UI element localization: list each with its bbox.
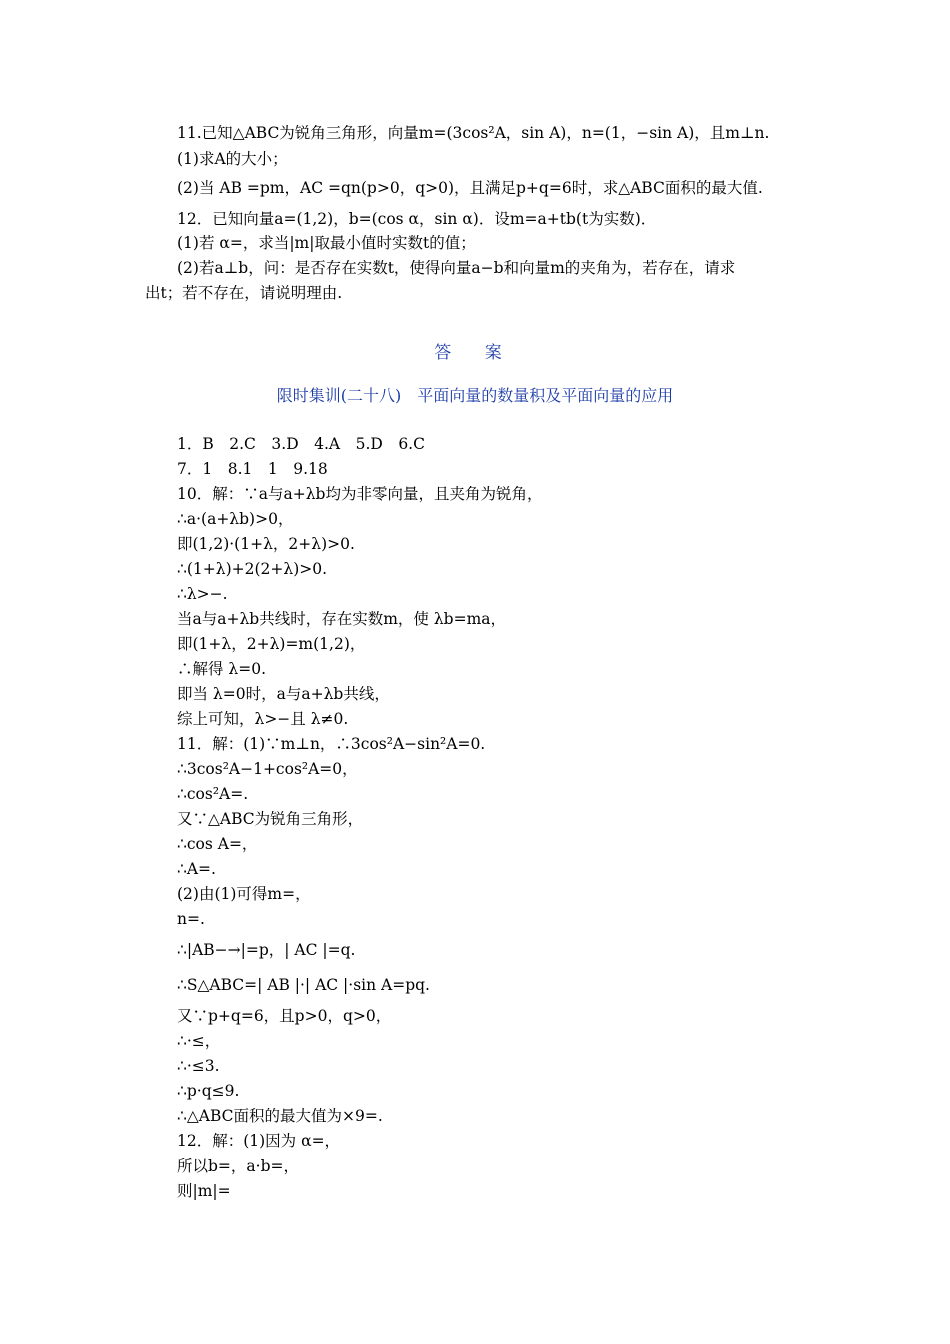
answer-line: 则|m|= — [177, 1182, 231, 1200]
answer-line: ∴A=. — [177, 860, 216, 878]
answer-line: 11．解：(1)∵m⊥n，∴3cos²A−sin²A=0. — [177, 735, 486, 753]
answer-line: 所以b=，a·b=， — [177, 1157, 299, 1175]
answer-line: n=. — [177, 910, 205, 928]
problem-11-part-1: (1)求A的大小； — [177, 150, 288, 168]
problem-12-part-1: (1)若 α=，求当|m|取最小值时实数t的值； — [177, 234, 476, 252]
answer-line: (2)由(1)可得m=， — [177, 885, 311, 903]
problem-11-part-2: (2)当 AB =pm，AC =qn(p>0，q>0)，且满足p+q=6时，求△ABC面积的最大值. — [177, 179, 763, 197]
answer-line: 7．1 8.1 1 9.18 — [177, 460, 328, 478]
answer-line: 12．解：(1)因为 α=， — [177, 1132, 341, 1150]
answer-line: ∴cos A=， — [177, 835, 258, 853]
problem-11-statement: 11.已知△ABC为锐角三角形，向量m=(3cos²A，sin A)，n=(1，−sin A)，且m⊥n. — [177, 124, 770, 142]
answer-line: 10．解：∵a与a+λb均为非零向量，且夹角为锐角， — [177, 485, 543, 503]
answer-line: 即(1+λ，2+λ)=m(1,2)， — [177, 635, 366, 653]
answer-line: ∴3cos²A−1+cos²A=0， — [177, 760, 358, 778]
answer-line: ∴S△ABC=| AB |·| AC |·sin A=pq. — [177, 976, 430, 994]
answer-line: ∴△ABC面积的最大值为×9=. — [177, 1107, 383, 1125]
problem-12-statement: 12．已知向量a=(1,2)，b=(cos α，sin α)．设m=a+tb(t为实数)． — [177, 210, 657, 228]
answer-line: ∴cos²A=. — [177, 785, 249, 803]
answer-line: ∴|AB−→|=p，| AC |=q. — [177, 941, 356, 959]
answer-heading: 答 案 — [434, 343, 516, 363]
answer-line: ∴解得 λ=0. — [177, 660, 267, 678]
answer-line: ∴·≤3. — [177, 1057, 220, 1075]
problem-12-part-2: (2)若a⊥b，问：是否存在实数t，使得向量a−b和向量m的夹角为，若存在，请求 — [177, 259, 736, 277]
answer-line: 又∵p+q=6，且p>0，q>0， — [177, 1007, 392, 1025]
section-heading: 限时集训(二十八) 平面向量的数量积及平面向量的应用 — [276, 386, 674, 405]
answer-line: ∴·≤， — [177, 1032, 221, 1050]
answer-line: ∴λ>−. — [177, 585, 228, 603]
answer-line: 即(1,2)·(1+λ，2+λ)>0. — [177, 535, 355, 553]
problem-12-part-2-continued: 出t；若不存在，请说明理由. — [145, 284, 343, 302]
answer-line: 即当 λ=0时，a与a+λb共线， — [177, 685, 390, 703]
answer-line: ∴p·q≤9. — [177, 1082, 240, 1100]
answer-line: ∴a·(a+λb)>0， — [177, 510, 294, 528]
answer-line: 综上可知，λ>−且 λ≠0. — [177, 710, 349, 728]
answer-line: 又∵△ABC为锐角三角形， — [177, 810, 364, 828]
answer-line: 1．B 2.C 3.D 4.A 5.D 6.C — [177, 435, 425, 453]
answer-line: 当a与a+λb共线时，存在实数m，使 λb=ma， — [177, 610, 507, 628]
answer-line: ∴(1+λ)+2(2+λ)>0. — [177, 560, 328, 578]
